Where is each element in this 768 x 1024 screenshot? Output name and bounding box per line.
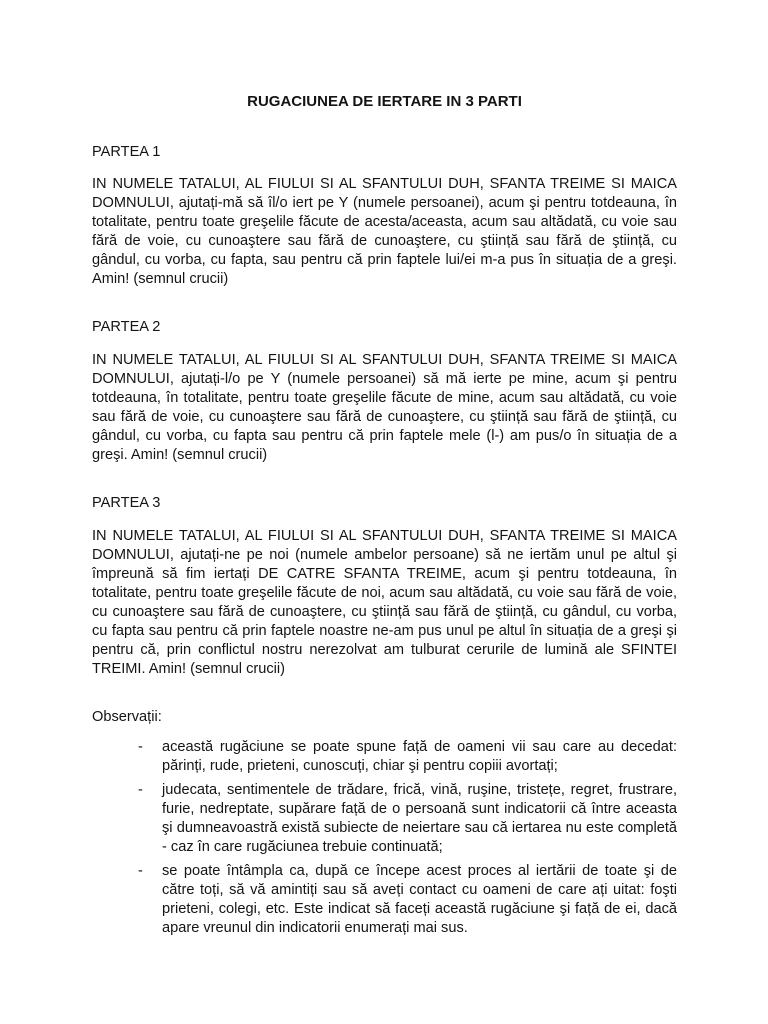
- observations-label: Observații:: [92, 709, 162, 725]
- section-text-part-2: IN NUMELE TATALUI, AL FIULUI SI AL SFANTULUI DUH, SFANTA TREIME SI MAICA DOMNULUI, ajutați-l/o pe Y (numele persoanei) să mă ierte pe mine, acum şi pentru totdeauna, în totalitate, pentru toate greşelile făcute de mine, acum sau altădată, cu voie sau fără de voie, cu cunoaştere sau fără de cunoaştere, cu ştiință sau fără de ştiință, cu gândul, cu vorba, cu fapta sau pentru că prin faptele mele (l-) am pus/o în situația de a greşi. Amin! (semnul crucii): [92, 352, 677, 463]
- bullet-dash: -: [138, 863, 143, 879]
- section-text-part-1: IN NUMELE TATALUI, AL FIULUI SI AL SFANTULUI DUH, SFANTA TREIME SI MAICA DOMNULUI, ajutați-mă să îl/o iert pe Y (numele persoanei), acum şi pentru totdeauna, în totalitate, pentru toate greşelile făcute de acesta/aceasta, acum sau altădată, cu voie sau fără de voie, cu cunoaştere sau fără de cunoaştere, cu ştiință sau fără de ştiință, cu gândul, cu vorba, cu fapta, sau pentru că prin faptele lui/ei m-a pus în situația de a greşi. Amin! (semnul crucii): [92, 176, 677, 287]
- observation-text: se poate întâmpla ca, după ce începe acest proces al iertării de toate şi de către toți, să vă amintiți sau să aveți contact cu oameni de care ați uitat: foşti prieteni, colegi, etc. Este indicat să faceți această rugăciune şi față de ei, dacă apare vreunul din indicatorii enumerați mai sus.: [162, 863, 677, 936]
- bullet-dash: -: [138, 782, 143, 798]
- section-heading-part-3: PARTEA 3: [92, 495, 161, 511]
- bullet-dash: -: [138, 739, 143, 755]
- observation-text: judecata, sentimentele de trădare, frică, vină, ruşine, tristețe, regret, frustrare, furie, nedreptate, supărare față de o persoană sunt indicatorii că între aceasta şi dumneavoastră există subiecte de neiertare sau că iertarea nu este completă - caz în care rugăciunea trebuie continuată;: [162, 782, 677, 855]
- observations-list: [138, 738, 677, 943]
- list-item: [138, 781, 677, 857]
- section-text-part-3: IN NUMELE TATALUI, AL FIULUI SI AL SFANTULUI DUH, SFANTA TREIME SI MAICA DOMNULUI, ajutați-ne pe noi (numele ambelor persoane) să ne iertăm unul pe altul şi împreună să fim iertați DE CATRE SFANTA TREIME, acum şi pentru totdeauna, în totalitate, pentru toate greşelile făcute de noi, acum sau altădată, cu voie sau fără de voie, cu cunoaştere sau fără de cunoaştere, cu ştiință sau fără de ştiință, cu gândul, cu vorba, cu fapta sau pentru că prin faptele noastre ne-am pus unul pe altul în situația de a greşi şi pentru că, prin conflictul nostru nerezolvat am tulburat cerurile de lumină ale SFINTEI TREIMI. Amin! (semnul crucii): [92, 528, 677, 677]
- list-item: [138, 738, 677, 776]
- section-heading-part-2: PARTEA 2: [92, 319, 161, 335]
- section-heading-part-1: PARTEA 1: [92, 144, 161, 160]
- observation-text: această rugăciune se poate spune față de oameni vii sau care au decedat: părinți, rude, prieteni, cunoscuți, chiar şi pentru copiii avortați;: [162, 739, 677, 774]
- list-item: [138, 862, 677, 938]
- document-title: RUGACIUNEA DE IERTARE IN 3 PARTI: [247, 93, 522, 110]
